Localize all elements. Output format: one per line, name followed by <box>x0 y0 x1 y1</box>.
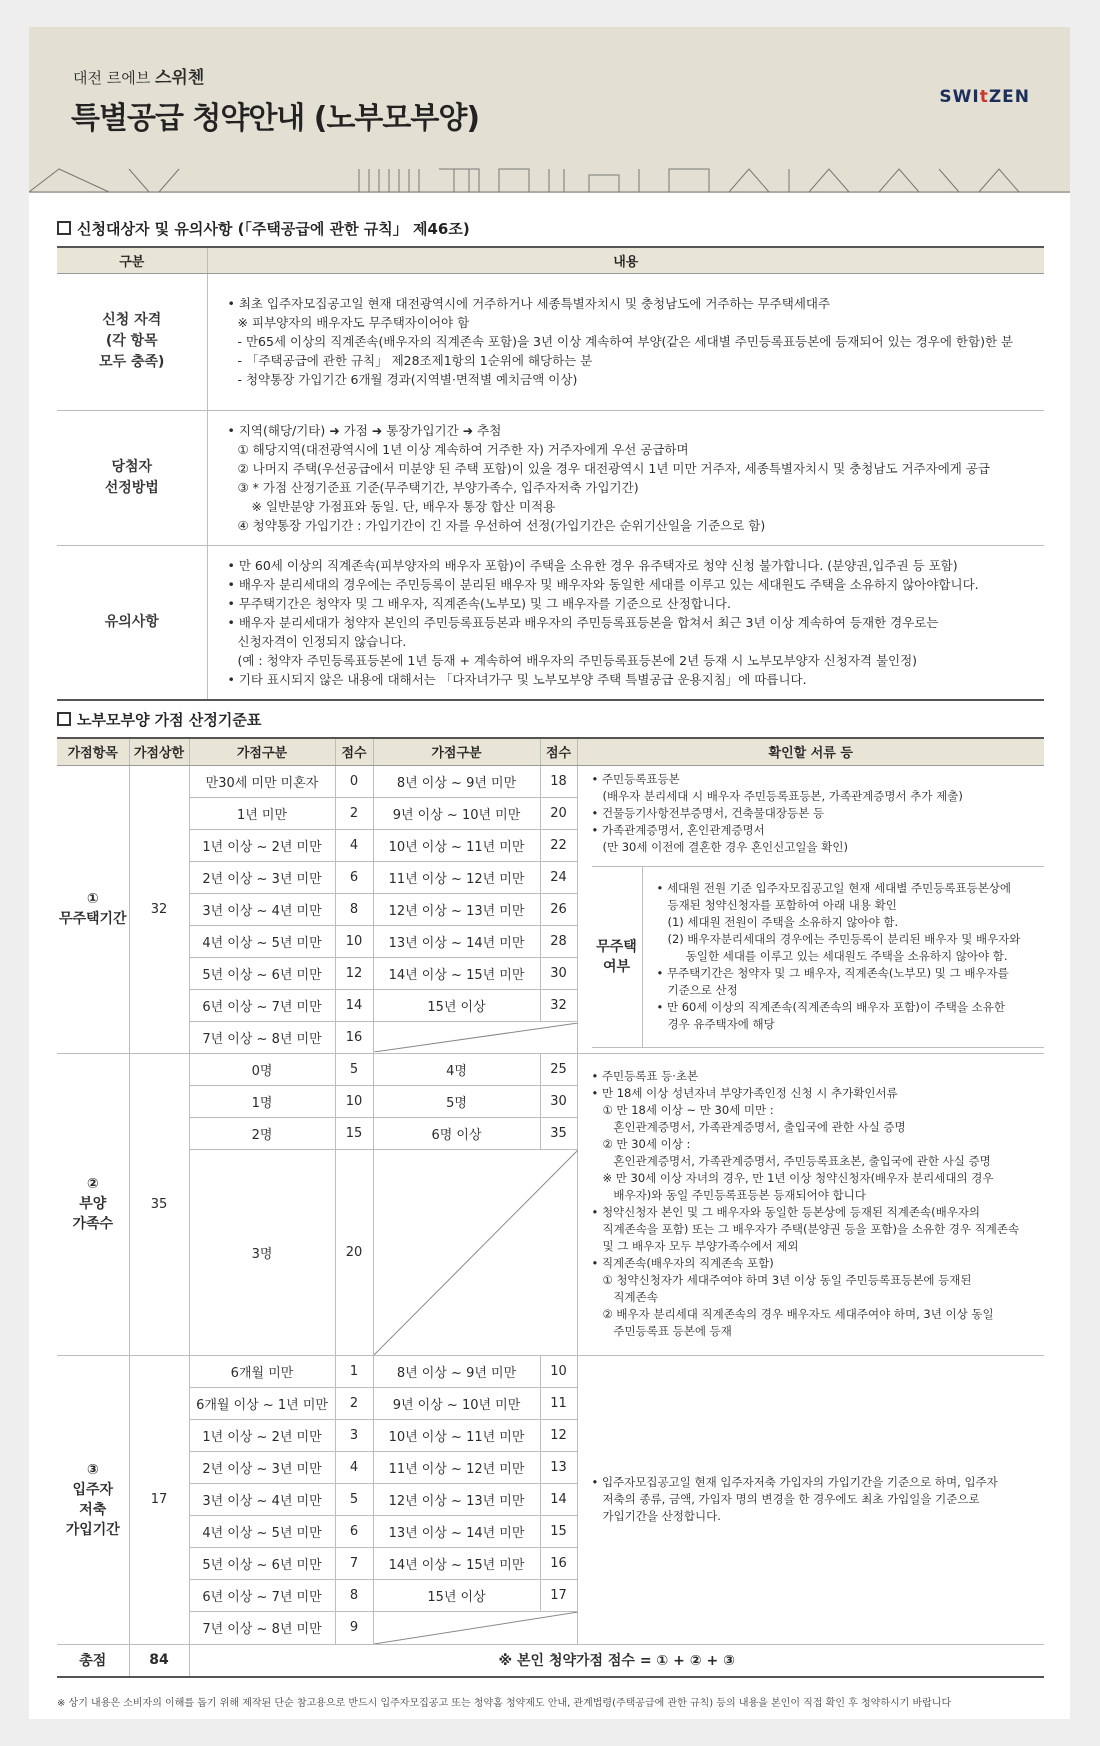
score-b: 24 <box>540 861 577 893</box>
document-line: 배우자)와 동일 주민등록표등본 등재되어야 합니다 <box>591 1188 866 1202</box>
document-line: 등재된 청약신청자를 포함하여 아래 내용 확인 <box>656 898 897 913</box>
document-line: • 입주자모집공고일 현재 입주자저축 가입자의 가입기간을 기준으로 하며, 입주자 <box>591 1475 998 1489</box>
score-b: 17 <box>540 1579 577 1611</box>
document-line: ① 만 18세 이상 ~ 만 30세 미만 : <box>591 1103 774 1117</box>
content-line: ④ 청약통장 가입기간 : 가입기간이 긴 자를 우선하여 선정(가입기간은 순위기산일을 기준으로 함) <box>237 517 766 533</box>
score-b: 13 <box>540 1451 577 1483</box>
criteria-a: 2명 <box>189 1117 335 1149</box>
criteria-a: 만30세 미만 미혼자 <box>189 765 335 797</box>
label-line: (각 항목 <box>105 333 158 349</box>
document-line: • 만 18세 이상 성년자녀 부양가족인정 신청 시 추가확인서류 <box>591 1086 898 1100</box>
criteria-b: 4명 <box>373 1053 540 1085</box>
sub-documents <box>642 866 1044 1047</box>
group-label <box>57 1355 129 1644</box>
content-line: - 「주택공급에 관한 규칙」 제28조제1항의 1순위에 해당하는 분 <box>237 353 593 368</box>
score-a: 10 <box>335 1085 373 1117</box>
square-bullet-icon <box>57 712 71 726</box>
document-line: (1) 세대원 전원이 주택을 소유하지 않아야 함. <box>656 915 899 930</box>
score-row <box>57 861 1044 893</box>
criteria-a: 3년 이상 ~ 4년 미만 <box>189 1483 335 1515</box>
group-label-line: 무주택기간 <box>58 911 127 927</box>
col-header-score-a: 점수 <box>335 738 373 765</box>
criteria-b: 9년 이상 ~ 10년 미만 <box>373 797 540 829</box>
content-line: • 만 60세 이상의 직계존속(피부양자의 배우자 포함)이 주택을 소유한 경우 유주택자로 청약 신청 불가합니다. (분양권,입주권 등 포함) <box>227 557 958 573</box>
criteria-b: 9년 이상 ~ 10년 미만 <box>373 1387 540 1419</box>
score-a: 4 <box>335 1451 373 1483</box>
document-line: 직계존속을 포함) 또는 그 배우자가 주택(분양권 등을 포함)을 소유한 경우 직계존속 <box>591 1222 1020 1236</box>
score-b: 32 <box>540 989 577 1021</box>
document-line: • 가족관계증명서, 혼인관계증명서 <box>591 822 765 837</box>
score-a: 2 <box>335 797 373 829</box>
group-label-line: 가입기간 <box>65 1521 120 1538</box>
score-a: 7 <box>335 1547 373 1579</box>
criteria-b: 10년 이상 ~ 11년 미만 <box>373 1419 540 1451</box>
criteria-b: 12년 이상 ~ 13년 미만 <box>373 1483 540 1515</box>
document-line: 및 그 배우자 모두 부양가족수에서 제외 <box>591 1239 799 1253</box>
col-header-max: 가점상한 <box>129 738 189 765</box>
row-label-selection <box>57 410 207 545</box>
documents-cell <box>577 765 1044 861</box>
score-a: 10 <box>335 925 373 957</box>
group-label-line: ① <box>86 891 99 907</box>
content-line: (예 : 청약자 주민등록표등본에 1년 등재 + 계속하여 배우자의 주민등록표등본에 2년 등재 시 노부모부양자 신청자격 불인정) <box>237 652 918 668</box>
footnote: ※ 상기 내용은 소비자의 이해를 돕기 위해 제작된 단순 참고용으로 반드시 입주자모집공고 또는 청약홈 청약제도 안내, 관계법령(주택공급에 관한 규칙) 등의 내용을 본인이 직접 확인 후 청약하시기 바랍니다 <box>57 1698 952 1709</box>
page-title: 특별공급 청약안내 (노부모부양) <box>71 101 480 136</box>
content-line: • 기타 표시되지 않은 내용에 대해서는 「다자녀가구 및 노부모부양 주택 특별공급 운용지침」에 따릅니다. <box>227 671 807 687</box>
criteria-b: 11년 이상 ~ 12년 미만 <box>373 1451 540 1483</box>
score-b: 22 <box>540 829 577 861</box>
score-b: 35 <box>540 1117 577 1149</box>
empty-diagonal-cell <box>373 1611 577 1644</box>
document-line: • 건물등기사항전부증명서, 건축물대장등본 등 <box>591 805 824 820</box>
criteria-a: 6년 이상 ~ 7년 미만 <box>189 1579 335 1611</box>
score-a: 14 <box>335 989 373 1021</box>
diagonal-line <box>374 1023 578 1052</box>
criteria-a: 1년 이상 ~ 2년 미만 <box>189 829 335 861</box>
score-a: 2 <box>335 1387 373 1419</box>
documents-cell <box>577 1355 1044 1644</box>
content-line: - 만65세 이상의 직계존속(배우자의 직계존속 포함)을 3년 이상 계속하여 부양(같은 세대별 주민등록표등본에 등재되어 있는 경우에 한함)한 분 <box>237 334 1014 349</box>
score-b: 12 <box>540 1419 577 1451</box>
content-line: ③ * 가점 산정기준표 기준(무주택기간, 부양가족수, 입주자저축 가입기간) <box>237 479 639 495</box>
group-label-line: 입주자 <box>72 1481 114 1498</box>
group-label-line: ② <box>86 1176 99 1192</box>
homeless-subtable-cell <box>577 861 1044 1053</box>
content-line: • 지역(해당/기타) ➜ 가점 ➜ 통장가입기간 ➜ 추첨 <box>227 422 502 438</box>
criteria-b: 8년 이상 ~ 9년 미만 <box>373 1355 540 1387</box>
document-line: • 만 60세 이상의 직계존속(직계존속의 배우자 포함)이 주택을 소유한 <box>656 1000 1005 1015</box>
score-b: 30 <box>540 1085 577 1117</box>
score-b: 25 <box>540 1053 577 1085</box>
page <box>29 27 1070 1719</box>
score-a: 4 <box>335 829 373 861</box>
score-a: 9 <box>335 1611 373 1644</box>
eligibility-table <box>57 246 1044 701</box>
score-a: 1 <box>335 1355 373 1387</box>
group-label <box>57 765 129 1053</box>
score-a: 0 <box>335 765 373 797</box>
score-a: 16 <box>335 1021 373 1053</box>
col-header-documents: 확인할 서류 등 <box>577 738 1044 765</box>
score-row <box>57 765 1044 797</box>
document-line: 기준으로 산정 <box>656 983 738 998</box>
empty-diagonal-cell <box>373 1149 577 1355</box>
subtitle-brand: 스위첸 <box>155 68 205 88</box>
square-bullet-icon <box>57 221 71 235</box>
score-row <box>57 1355 1044 1387</box>
col-header-category: 구분 <box>57 247 207 273</box>
content-line: ② 나머지 주택(우선공급에서 미분양 된 주택 포함)이 있을 경우 대전광역시 1년 미만 거주자, 세종특별자치시 및 충청남도 거주자에게 공급 <box>237 460 990 476</box>
group-label-line: ③ <box>86 1461 99 1478</box>
homeless-subtable <box>592 866 1045 1048</box>
decorative-line-pattern <box>29 167 1070 193</box>
row-label-eligibility <box>57 273 207 410</box>
document-line: ② 만 30세 이상 : <box>591 1137 691 1151</box>
document-line: • 주민등록표 등·초본 <box>591 1069 699 1083</box>
document-line: ② 배우자 분리세대 직계존속의 경우 배우자도 세대주여야 하며, 3년 이상 동일 <box>591 1307 994 1321</box>
col-header-criteria-a: 가점구분 <box>189 738 335 765</box>
score-a: 6 <box>335 1515 373 1547</box>
criteria-b: 14년 이상 ~ 15년 미만 <box>373 957 540 989</box>
criteria-a: 4년 이상 ~ 5년 미만 <box>189 1515 335 1547</box>
documents-cell <box>577 1053 1044 1355</box>
score-b: 30 <box>540 957 577 989</box>
group-label <box>57 1053 129 1355</box>
score-a: 3 <box>335 1419 373 1451</box>
criteria-a: 0명 <box>189 1053 335 1085</box>
content-line: ※ 일반분양 가점표와 동일. 단, 배우자 통장 합산 미적용 <box>251 498 556 514</box>
criteria-b: 10년 이상 ~ 11년 미만 <box>373 829 540 861</box>
group-dependents <box>57 1053 1044 1355</box>
label-line: 유의사항 <box>104 613 159 630</box>
document-line: 혼인관계증명서, 가족관계증명서, 출입국에 관한 사실 증명 <box>591 1120 906 1134</box>
score-table <box>57 737 1044 1678</box>
criteria-a: 6년 이상 ~ 7년 미만 <box>189 989 335 1021</box>
score-a: 5 <box>335 1483 373 1515</box>
document-line: 가입기간을 산정합니다. <box>591 1509 721 1523</box>
sub-label <box>592 866 643 1047</box>
criteria-a: 7년 이상 ~ 8년 미만 <box>189 1611 335 1644</box>
criteria-a: 1명 <box>189 1085 335 1117</box>
header-subtitle <box>73 63 204 88</box>
score-a: 8 <box>335 893 373 925</box>
score-b: 10 <box>540 1355 577 1387</box>
document-line: • 세대원 전원 기준 입주자모집공고일 현재 세대별 주민등록표등본상에 <box>656 881 1012 896</box>
group-homeless-period <box>57 765 1044 1053</box>
label-line: 당첨자 <box>111 458 153 475</box>
criteria-a: 2년 이상 ~ 3년 미만 <box>189 861 335 893</box>
col-header-item: 가점항목 <box>57 738 129 765</box>
document-line: ① 청약신청자가 세대주여야 하며 3년 이상 동일 주민등록표등본에 등재된 <box>591 1273 972 1287</box>
document-line: 주민등록표 등본에 등재 <box>591 1324 732 1338</box>
document-line: • 청약신청자 본인 및 그 배우자와 동일한 등본상에 등재된 직계존속(배우자의 <box>591 1205 981 1219</box>
content-line: • 최초 입주자모집공고일 현재 대전광역시에 거주하거나 세종특별자치시 및 충청남도에 거주하는 무주택세대주 <box>227 296 831 311</box>
label-line: 신청 자격 <box>102 312 162 328</box>
section2-heading <box>57 709 261 730</box>
score-b: 18 <box>540 765 577 797</box>
score-b: 26 <box>540 893 577 925</box>
criteria-a: 5년 이상 ~ 6년 미만 <box>189 1547 335 1579</box>
score-b: 28 <box>540 925 577 957</box>
group-savings-period <box>57 1355 1044 1644</box>
score-a: 12 <box>335 957 373 989</box>
score-a: 15 <box>335 1117 373 1149</box>
col-header-score-b: 점수 <box>540 738 577 765</box>
document-line: 직계존속 <box>591 1290 658 1304</box>
document-line: 동일한 세대를 이루고 있는 세대원도 주택을 소유하지 않아야 함. <box>656 949 1008 964</box>
criteria-b: 11년 이상 ~ 12년 미만 <box>373 861 540 893</box>
diagonal-line <box>374 1150 578 1355</box>
criteria-a: 7년 이상 ~ 8년 미만 <box>189 1021 335 1053</box>
document-line: • 무주택기간은 청약자 및 그 배우자, 직계존속(노부모) 및 그 배우자를 <box>656 966 1009 981</box>
content-line: • 무주택기간은 청약자 및 그 배우자, 직계존속(노부모) 및 그 배우자를 기준으로 산정합니다. <box>227 595 731 611</box>
score-b: 16 <box>540 1547 577 1579</box>
section1-title: 신청대상자 및 유의사항 (「주택공급에 관한 규칙」 제46조) <box>77 220 470 238</box>
score-a: 5 <box>335 1053 373 1085</box>
criteria-a: 1년 미만 <box>189 797 335 829</box>
content-line: - 청약통장 가입기간 6개월 경과(지역별·면적별 예치금액 이상) <box>237 372 578 387</box>
content-line: ① 해당지역(대전광역시에 1년 이상 계속하여 거주한 자) 거주자에게 우선 공급하며 <box>237 441 689 457</box>
document-line: • 주민등록표등본 <box>591 771 680 786</box>
empty-diagonal-cell <box>373 1021 577 1053</box>
criteria-a: 4년 이상 ~ 5년 미만 <box>189 925 335 957</box>
col-header-content: 내용 <box>207 247 1044 273</box>
diagonal-line <box>374 1612 578 1644</box>
total-value: 84 <box>129 1644 189 1677</box>
criteria-a: 2년 이상 ~ 3년 미만 <box>189 1451 335 1483</box>
score-b: 11 <box>540 1387 577 1419</box>
content-line: • 배우자 분리세대가 청약자 본인의 주민등록표등본과 배우자의 주민등록표등본을 합쳐서 최근 3년 이상 계속하여 등재한 경우로는 <box>227 614 939 630</box>
sub-label-line: 여부 <box>602 958 631 975</box>
criteria-a: 6개월 이상 ~ 1년 미만 <box>189 1387 335 1419</box>
group-label-line: 가족수 <box>72 1216 114 1232</box>
criteria-b: 14년 이상 ~ 15년 미만 <box>373 1547 540 1579</box>
content-line: ※ 피부양자의 배우자도 무주택자이어야 함 <box>237 315 470 330</box>
row-content-eligibility <box>207 273 1044 410</box>
document-line: 경우 유주택자에 해당 <box>656 1017 775 1032</box>
section1-heading <box>57 218 470 239</box>
document-line: (만 30세 이전에 결혼한 경우 혼인신고일을 확인) <box>591 839 848 854</box>
group-max: 17 <box>129 1355 189 1644</box>
sub-label-line: 무주택 <box>596 938 637 955</box>
document-line: (2) 배우자분리세대의 경우에는 주민등록이 분리된 배우자 및 배우자와 <box>656 932 1021 947</box>
header-banner <box>29 27 1070 193</box>
document-line: 저축의 종류, 금액, 가입자 명의 변경을 한 경우에도 최초 가입일을 기준으로 <box>591 1492 980 1506</box>
group-label-line: 저축 <box>79 1501 107 1518</box>
criteria-b: 5명 <box>373 1085 540 1117</box>
score-b: 20 <box>540 797 577 829</box>
criteria-b: 13년 이상 ~ 14년 미만 <box>373 1515 540 1547</box>
row-content-selection <box>207 410 1044 545</box>
criteria-a: 1년 이상 ~ 2년 미만 <box>189 1419 335 1451</box>
criteria-a: 6개월 미만 <box>189 1355 335 1387</box>
score-a: 8 <box>335 1579 373 1611</box>
brand-logo: SWItZEN <box>939 87 1030 107</box>
subtitle-prefix: 대전 르에브 <box>73 69 151 87</box>
criteria-a: 3명 <box>189 1149 335 1355</box>
document-line: ※ 만 30세 이상 자녀의 경우, 만 1년 이상 청약신청자(배우자 분리세대의 경우 <box>591 1171 994 1185</box>
total-label: 총점 <box>57 1644 129 1677</box>
score-a: 6 <box>335 861 373 893</box>
document-line: 혼인관계증명서, 가족관계증명서, 주민등록표초본, 출입국에 관한 사실 증명 <box>591 1154 991 1168</box>
content-line: • 배우자 분리세대의 경우에는 주민등록이 분리된 배우자 및 배우자와 동일한 세대를 이루고 있는 세대원도 주택을 소유하지 않아야합니다. <box>227 576 979 592</box>
score-b: 14 <box>540 1483 577 1515</box>
criteria-a: 5년 이상 ~ 6년 미만 <box>189 957 335 989</box>
criteria-b: 6명 이상 <box>373 1117 540 1149</box>
document-line: • 직계존속(배우자의 직계존속 포함) <box>591 1256 774 1270</box>
group-max: 32 <box>129 765 189 1053</box>
col-header-criteria-b: 가점구분 <box>373 738 540 765</box>
criteria-a: 3년 이상 ~ 4년 미만 <box>189 893 335 925</box>
criteria-b: 15년 이상 <box>373 989 540 1021</box>
label-line: 모두 충족) <box>99 354 165 370</box>
document-line: (배우자 분리세대 시 배우자 주민등록표등본, 가족관계증명서 추가 제출) <box>591 788 963 803</box>
criteria-b: 15년 이상 <box>373 1579 540 1611</box>
score-row <box>57 1053 1044 1085</box>
criteria-b: 13년 이상 ~ 14년 미만 <box>373 925 540 957</box>
section2-title: 노부모부양 가점 산정기준표 <box>77 711 262 729</box>
group-max: 35 <box>129 1053 189 1355</box>
criteria-b: 8년 이상 ~ 9년 미만 <box>373 765 540 797</box>
row-content-caution <box>207 545 1044 700</box>
row-label-caution <box>57 545 207 700</box>
score-a: 20 <box>335 1149 373 1355</box>
group-label-line: 부양 <box>79 1196 107 1212</box>
criteria-b: 12년 이상 ~ 13년 미만 <box>373 893 540 925</box>
score-b: 15 <box>540 1515 577 1547</box>
content-line: 신청자격이 인정되지 않습니다. <box>237 633 407 649</box>
label-line: 선정방법 <box>104 479 159 496</box>
total-formula: ※ 본인 청약가점 점수 = ① + ② + ③ <box>189 1644 1044 1677</box>
